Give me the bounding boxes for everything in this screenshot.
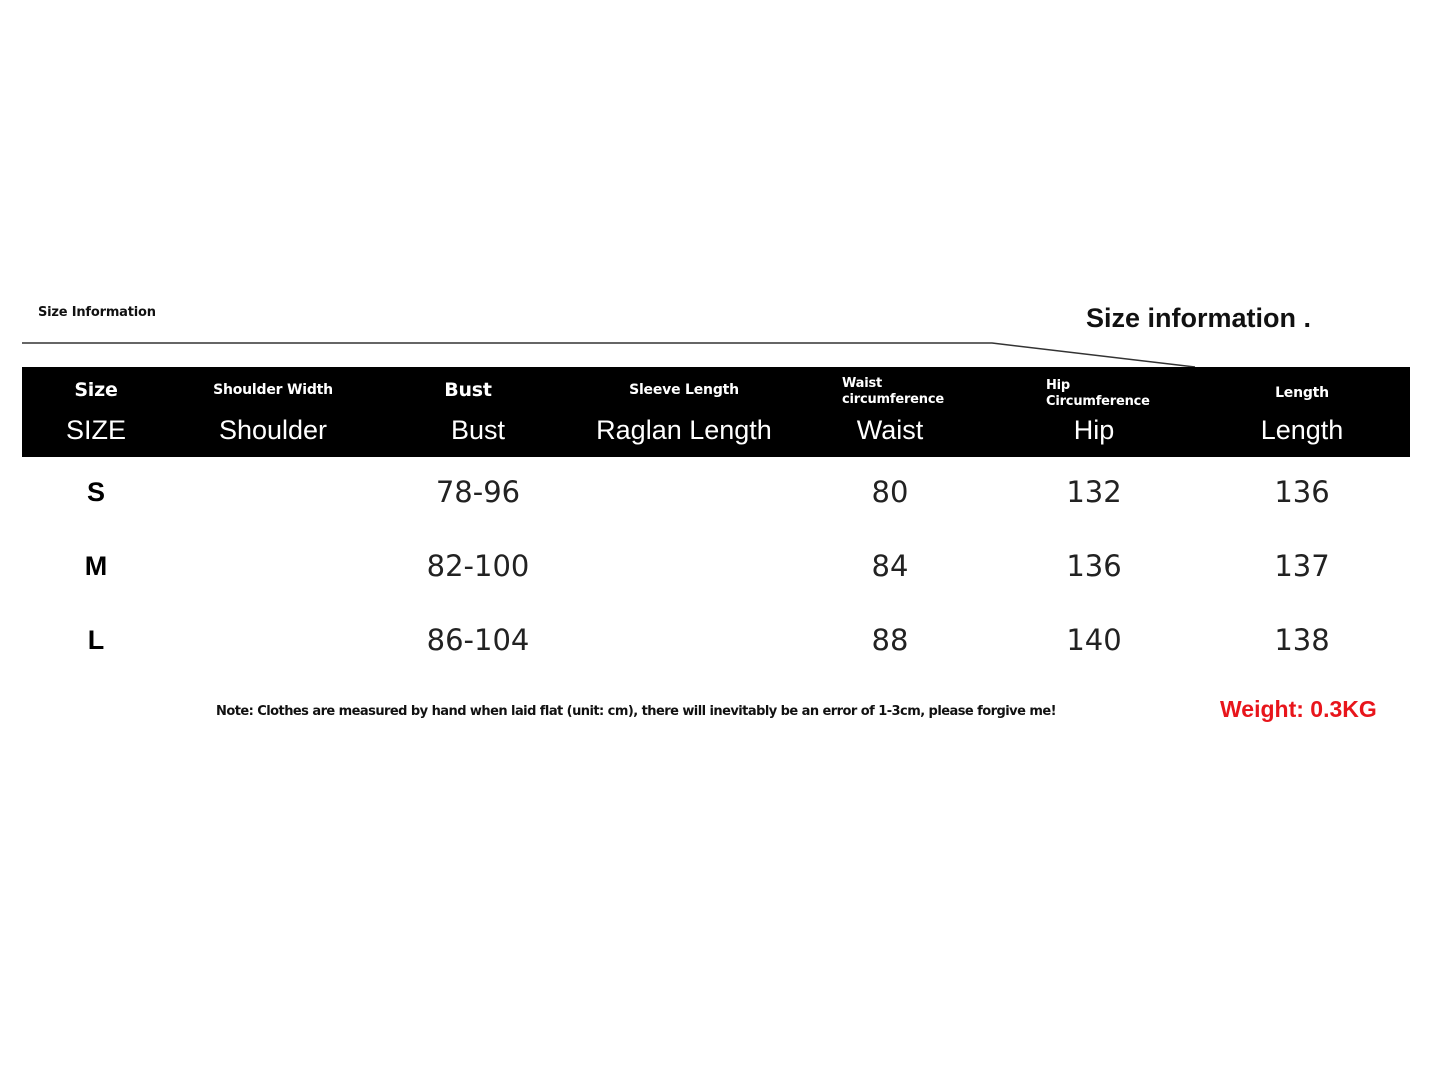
header-bust-main-label: Bust <box>450 415 506 445</box>
cell-sleeve <box>582 546 786 586</box>
header-col-sleeve <box>582 367 786 457</box>
table-row <box>22 472 1410 512</box>
cell-sleeve <box>582 620 786 660</box>
cell-waist: 84 <box>871 549 909 583</box>
header-waist-top-label: Waist circumference <box>842 376 944 407</box>
header-bust-top-label: Bust <box>444 379 492 401</box>
header-sleeve-top-label: Sleeve Length <box>629 382 739 398</box>
header-shoulder-main-label: Shoulder <box>218 415 328 445</box>
table-row <box>22 620 1410 660</box>
cell-shoulder <box>172 472 374 512</box>
header-col-waist <box>790 367 990 457</box>
header-hip-top-label: Hip Circumference <box>1046 378 1150 409</box>
size-info-big-title: Size information . <box>1086 303 1312 333</box>
header-size-top-label: Size <box>74 379 118 401</box>
cell-hip: 140 <box>1066 623 1122 657</box>
cell-length: 138 <box>1274 623 1330 657</box>
header-length-top-label: Length <box>1275 385 1329 401</box>
table-row <box>22 546 1410 586</box>
size-info-small-title: Size Information <box>38 305 156 320</box>
header-size-main-label: SIZE <box>65 415 126 445</box>
cell-size: S <box>86 477 105 507</box>
cell-bust: 78-96 <box>435 475 521 509</box>
cell-bust: 82-100 <box>426 549 530 583</box>
weight-label: Weight: 0.3KG <box>1220 696 1377 722</box>
cell-size: M <box>84 551 108 581</box>
header-shoulder-top-label: Shoulder Width <box>213 382 333 398</box>
cell-sleeve <box>582 472 786 512</box>
header-col-bust <box>378 367 578 457</box>
measurement-note: Note: Clothes are measured by hand when laid flat (unit: cm), there will inevitably be an error of 1-3cm, please forgive me! <box>216 704 1056 719</box>
header-hip-main-label: Hip <box>1073 415 1115 445</box>
header-col-size <box>22 367 170 457</box>
header-length-main-label: Length <box>1260 415 1344 445</box>
cell-waist: 88 <box>871 623 909 657</box>
cell-hip: 136 <box>1066 549 1122 583</box>
cell-waist: 80 <box>871 475 909 509</box>
header-col-hip <box>994 367 1194 457</box>
cell-shoulder <box>172 546 374 586</box>
cell-size: L <box>87 625 105 655</box>
header-waist-main-label: Waist <box>856 415 924 445</box>
size-table-header <box>22 367 1410 457</box>
cell-length: 137 <box>1274 549 1330 583</box>
header-col-length <box>1198 367 1406 457</box>
cell-length: 136 <box>1274 475 1330 509</box>
header-sleeve-main-label: Raglan Length <box>596 415 772 445</box>
header-col-shoulder <box>172 367 374 457</box>
cell-hip: 132 <box>1066 475 1122 509</box>
cell-shoulder <box>172 620 374 660</box>
cell-bust: 86-104 <box>426 623 530 657</box>
